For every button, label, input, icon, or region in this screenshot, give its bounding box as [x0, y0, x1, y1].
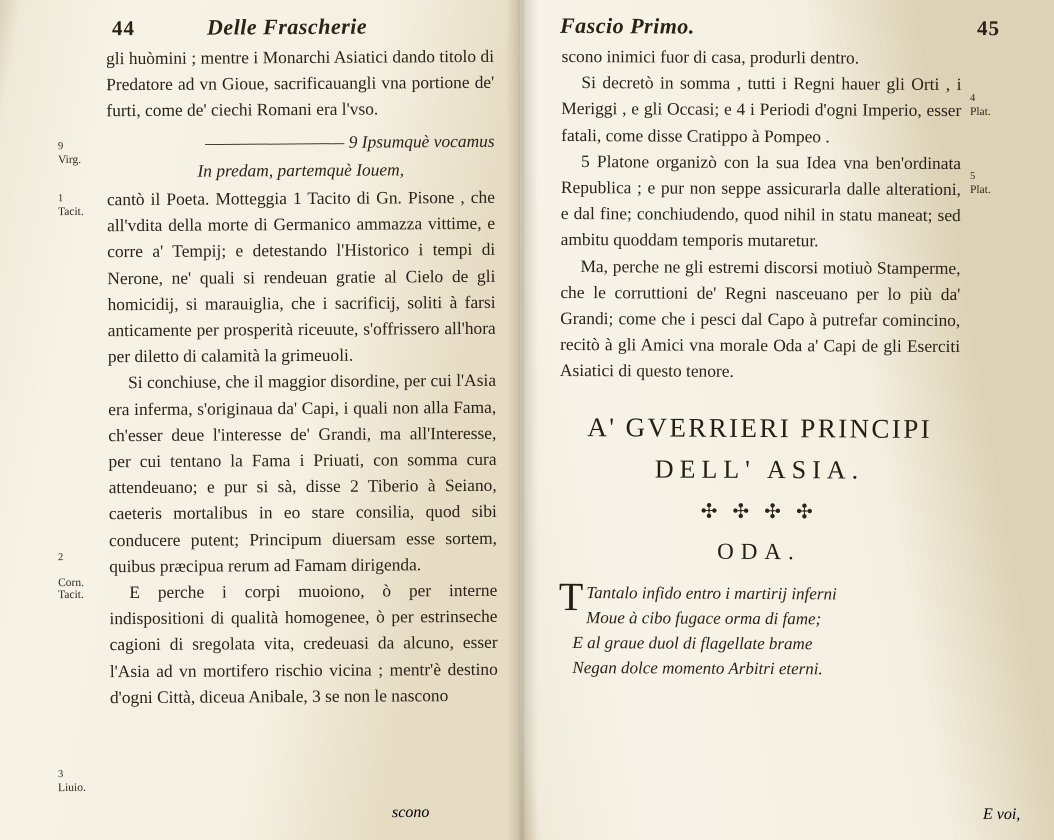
- margin-note-plato-2: [970, 170, 991, 196]
- margin-note-label: Plat.: [969, 183, 991, 196]
- running-head-right: Fascio Primo.: [559, 12, 695, 39]
- left-page-header: [112, 13, 492, 41]
- verse-line: [558, 655, 958, 682]
- paragraph: gli huòmini ; mentre i Monarchi Asiatici dando titolo di Predatore ad vn Gioue, sacrificauangli vna portione de' furti, come de' ciechi Romani era l'vso.: [105, 45, 495, 121]
- paragraph: Si decretò in somma , tutti i Regni hauer gli Orti , i Meriggi , e gli Occasi; e 4 i Periodi d'ogni Imperio, esser fatali, come disse Cratippo à Pompeo .: [561, 72, 962, 146]
- verse-line-text: Tantalo infido entro i martirij inferni: [586, 583, 837, 604]
- margin-note-label: Tacit.: [58, 205, 84, 218]
- verse-line: [558, 630, 958, 657]
- left-page: [0, 0, 520, 840]
- margin-note-number: 5: [970, 170, 976, 182]
- verse-line-text: Negan dolce momento Arbitri eterni.: [572, 658, 823, 679]
- ode-title-line-1: A' GVERRIERI PRINCIPI: [587, 411, 933, 444]
- paragraph: E perche i corpi muoiono, ò per interne indispositioni di qualità homogenee, ò per estrinseche cagioni di sregolata vita, credeuasi da alcuno, esser l'Asia ad vn mortifero rischio vicina ; mentr'è destino d'ogni Città, diceua Anibale, 3 se non le nascono: [109, 579, 498, 708]
- margin-note-label: Virg.: [58, 153, 82, 166]
- margin-note-livius: [58, 768, 86, 794]
- right-page-header: [560, 13, 1000, 41]
- paragraph-text: ————————— 9 Ipsumquè vocamus: [205, 130, 495, 153]
- margin-note-number: 9: [57, 141, 64, 153]
- page-number-left: 44: [111, 16, 136, 41]
- right-page-text: [558, 43, 961, 683]
- margin-note-tacitus-2: [58, 538, 84, 602]
- ode-verse: [558, 574, 959, 682]
- quoted-verse-line-2: [107, 156, 495, 185]
- paragraph: Ma, perche ne gli estremi discorsi motiuò Stamperme, che le corruttioni de' Regni nasceuano per lo più da' Grandi; come che i pesci dal Capo à putrefar comincino, recitò à gli Amici vna morale Oda a' Capi de gli Eserciti Asiatici di questo tenore.: [559, 255, 961, 382]
- margin-note-number: 4: [970, 92, 976, 104]
- margin-note-number: 1: [57, 193, 64, 205]
- paragraph: cantò il Poeta. Motteggia 1 Tacito di Gn. Pisone , che all'vdita della morte di Germanico ammazza vittime, e corre a' Tempij; e detestando l'Historico i tempi di Nerone, ne' quali si rendeuan gratie al Cielo de gli homicidij, si marauiglia, che i sacrificij, soliti à farsi anticamente per prosperità riceuute, s'offrissero all'hora per diletto di calamità la grimeuoli.: [106, 186, 496, 367]
- verse-line-text: Moue à cibo fugace orma di fame;: [586, 608, 822, 629]
- margin-note-virgil: [58, 140, 81, 166]
- paragraph: Si conchiuse, che il maggior disordine, per cui l'Asia era inferma, s'originaua da' Capi, i quali non alla Fama, ch'esser deue l'interesse de' Grandi, ma all'Interesse, per cui tentano la Fama i Priuati, con somma cura attendeuano; e pur si sà, disse 2 Tiberio à Seiano, caeteris mortalibus in eo stare consilia, quod sibi conducere putent; Principum diuersam esse sortem, quibus præcipua rerum ad Famam dirigenda.: [108, 370, 498, 577]
- ode-title-line-2: DELL' ASIA.: [654, 454, 865, 485]
- page-number-right: 45: [976, 16, 1001, 41]
- paragraph: 5 Platone organizò con la sua Idea vna ben'ordinata Republica ; e pur non seppe assicurarla dalle alterationi, e dal fine; conchiudendo, quod nihil in statu maneat; sed ambitu quoddam temporis mutaretur.: [560, 150, 962, 251]
- margin-note-label: Plat.: [969, 105, 991, 118]
- verse-line-text: E al graue duol di flagellate brame: [572, 633, 813, 654]
- verse-dropcap: T: [558, 574, 584, 620]
- margin-note-label: Corn. Tacit.: [58, 576, 84, 602]
- paragraph-text: In predam, partemquè Iouem,: [197, 159, 405, 181]
- margin-note-number: 3: [57, 769, 64, 781]
- margin-note-label: Liuio.: [58, 781, 86, 794]
- catchword-right: E voi,: [982, 805, 1021, 824]
- ode-label: ODA.: [717, 539, 801, 565]
- running-head-left: Delle Frascherie: [206, 13, 368, 40]
- ornament-divider: ✣ ✣ ✣ ✣: [700, 500, 818, 524]
- margin-note-plato-1: [970, 92, 991, 118]
- margin-note-number: 2: [57, 551, 64, 563]
- catchword-left: scono: [391, 803, 430, 822]
- left-page-text: [106, 43, 498, 710]
- right-page: [520, 0, 1054, 840]
- verse-line: [559, 605, 959, 632]
- margin-note-tacitus-1: [58, 192, 84, 218]
- paragraph: scono inimici fuor di casa, produrli dentro.: [561, 45, 860, 68]
- quoted-verse-line-1: [106, 127, 494, 156]
